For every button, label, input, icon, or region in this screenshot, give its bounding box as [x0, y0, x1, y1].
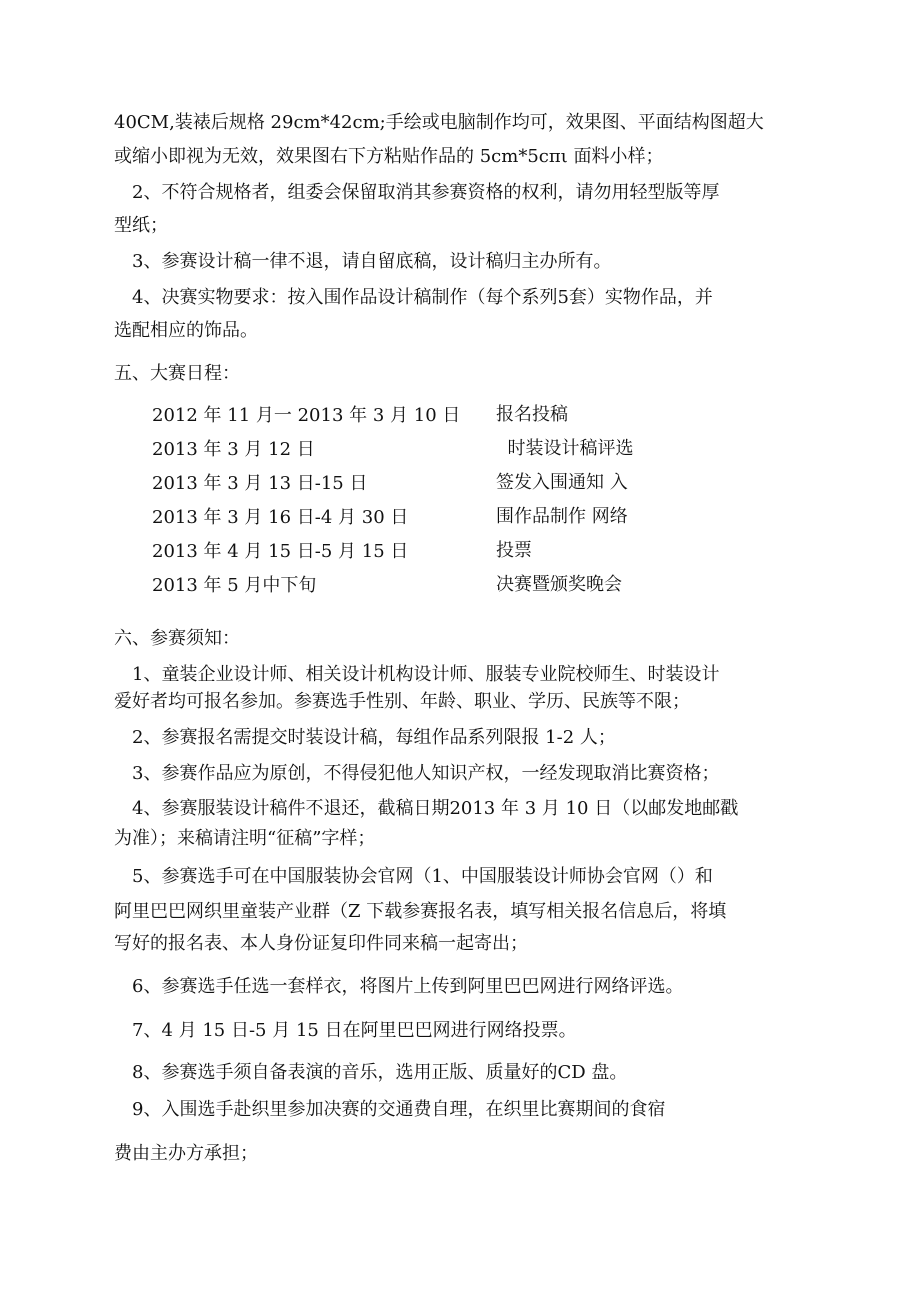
paragraph-line: 或缩小即视为无效，效果图右下方粘贴作品的 5cm*5cπι 面料小样；: [114, 146, 664, 167]
schedule-date: 2013 年 5 月中下旬: [152, 575, 317, 596]
requirement-item-2: 2、不符合规格者，组委会保留取消其参赛资格的权利，请勿用轻型版等厚: [132, 182, 720, 203]
note-item-2: 2、参赛报名需提交时装设计稿，每组作品系列限报 1-2 人；: [132, 727, 616, 748]
note-item-8: 8、参赛选手须自备表演的音乐，选用正版、质量好的CD 盘。: [132, 1062, 628, 1083]
schedule-event: 报名投稿: [496, 404, 568, 425]
note-item-5-cont: 写好的报名表、本人身份证复印件同来稿一起寄出；: [114, 933, 528, 954]
paragraph-line: 40CM,装裱后规格 29cm*42cm;手绘或电脑制作均可，效果图、平面结构图超大: [114, 112, 764, 133]
note-item-7: 7、4 月 15 日-5 月 15 日在阿里巴巴网进行网络投票。: [132, 1020, 577, 1041]
note-item-5-cont: 阿里巴巴网织里童装产业群（Z 下载参赛报名表，填写相关报名信息后，将填: [114, 901, 727, 922]
note-item-4: 4、参赛服装设计稿件不退还，截稿日期2013 年 3 月 10 日（以邮发地邮戳: [132, 798, 739, 819]
requirement-item-4-cont: 选配相应的饰品。: [114, 320, 258, 341]
schedule-date: 2013 年 3 月 13 日-15 日: [152, 473, 368, 494]
schedule-event: 投票: [496, 540, 532, 561]
note-item-1-cont: 爱好者均可报名参加。参赛选手性别、年龄、职业、学历、民族等不限；: [114, 691, 690, 712]
note-item-5: 5、参赛选手可在中国服装协会官网（1、中国服装设计师协会官网（）和: [132, 866, 713, 887]
schedule-event: 时装设计稿评选: [496, 438, 634, 459]
schedule-date: 2012 年 11 月一 2013 年 3 月 10 日: [152, 405, 461, 426]
note-item-9: 9、入围选手赴织里参加决赛的交通费自理，在织里比赛期间的食宿: [132, 1099, 666, 1120]
schedule-dates: [152, 404, 460, 608]
requirement-item-3: 3、参赛设计稿一律不退，请自留底稿，设计稿归主办所有。: [132, 251, 612, 272]
schedule-event: 签发入围通知 入: [496, 472, 628, 493]
section-heading-notes: 六、参赛须知：: [114, 628, 240, 649]
note-item-9-cont: 费由主办方承担；: [114, 1143, 258, 1164]
schedule-date: 2013 年 4 月 15 日-5 月 15 日: [152, 541, 409, 562]
schedule-event: 围作品制作 网络: [496, 506, 628, 527]
schedule-events: [496, 403, 633, 607]
schedule-event: 决赛暨颁奖晚会: [496, 574, 622, 595]
section-heading-schedule: 五、大赛日程：: [114, 363, 240, 384]
schedule-date: 2013 年 3 月 12 日: [152, 439, 315, 460]
requirement-item-2-cont: 型纸；: [114, 215, 168, 236]
note-item-1: 1、童装企业设计师、相关设计机构设计师、服装专业院校师生、时装设计: [132, 664, 720, 685]
note-item-6: 6、参赛选手任选一套样衣，将图片上传到阿里巴巴网进行网络评选。: [132, 976, 684, 997]
note-item-3: 3、参赛作品应为原创，不得侵犯他人知识产权，一经发现取消比赛资格；: [132, 763, 720, 784]
schedule-date: 2013 年 3 月 16 日-4 月 30 日: [152, 507, 409, 528]
requirement-item-4: 4、决赛实物要求：按入围作品设计稿制作（每个系列5套）实物作品，并: [132, 287, 713, 308]
note-item-4-cont: 为准）；来稿请注明“征稿”字样；: [114, 828, 376, 849]
